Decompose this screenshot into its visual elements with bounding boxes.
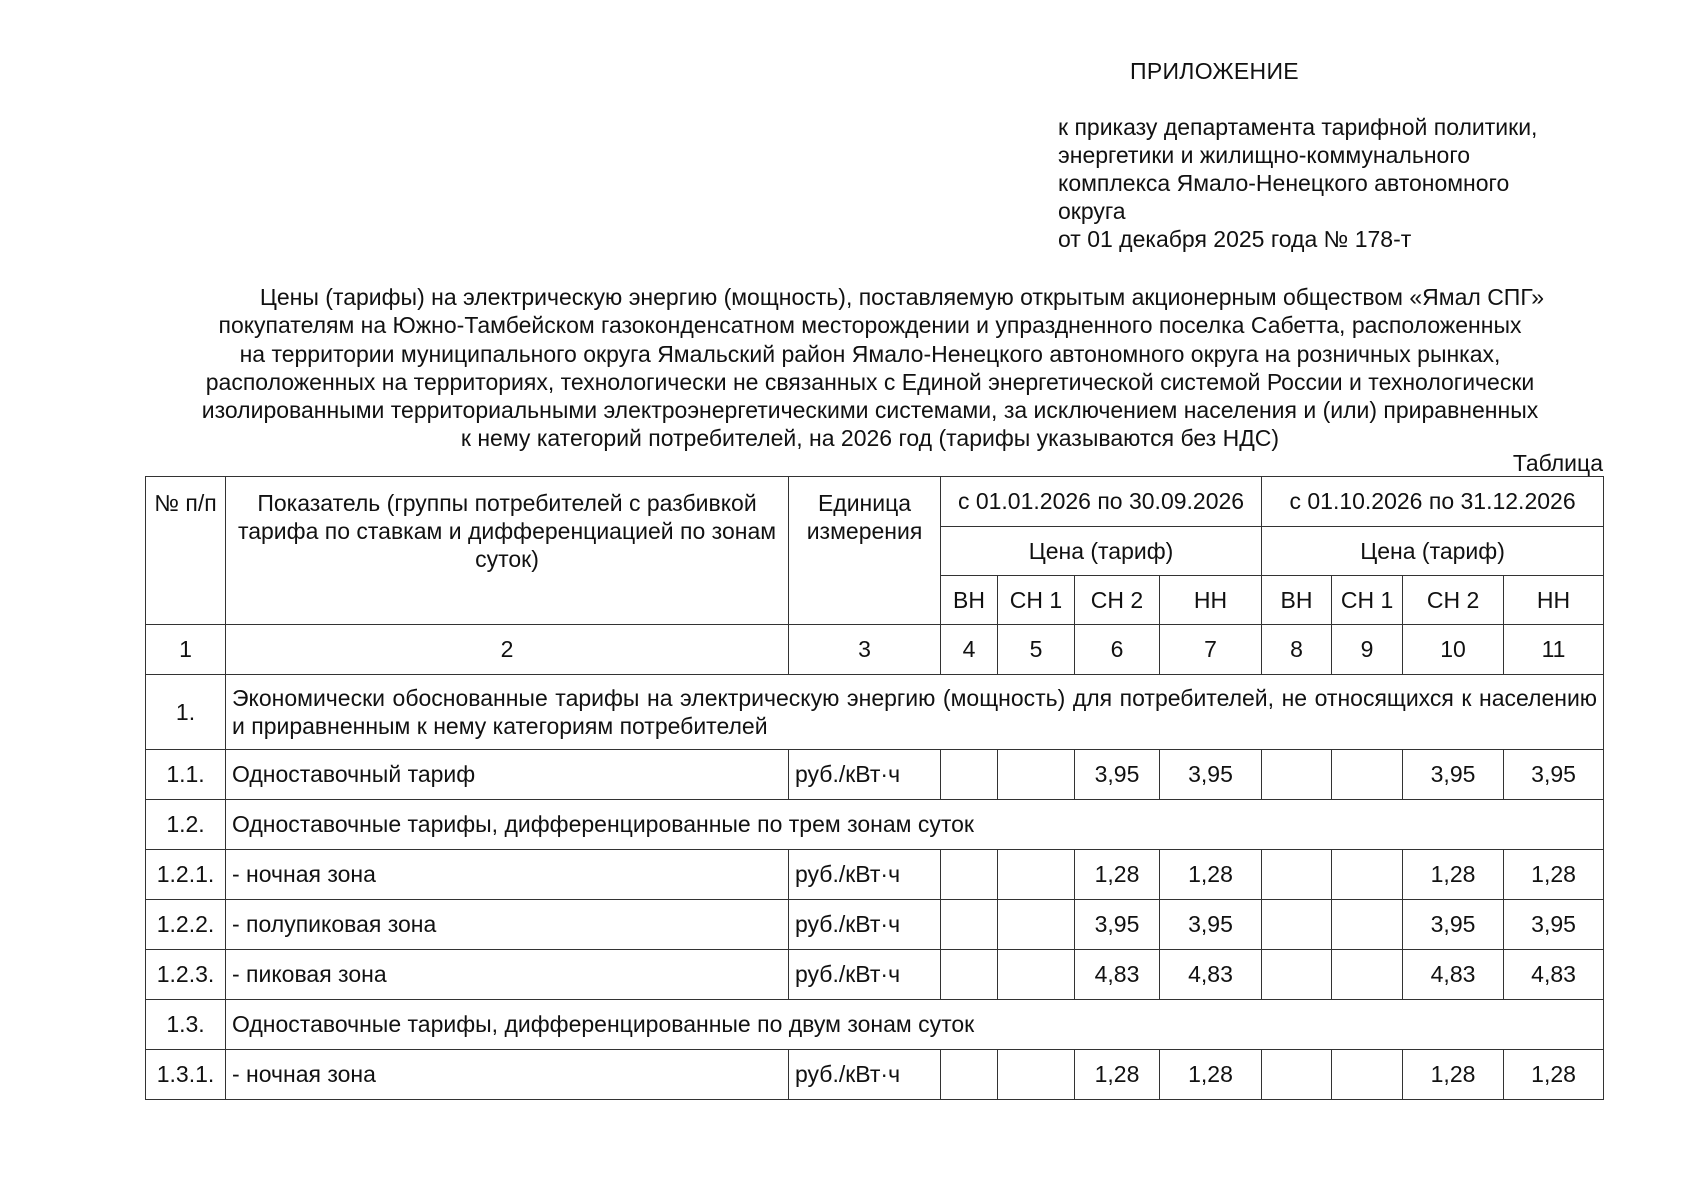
table-caption: Таблица (1512, 450, 1603, 476)
column-number: 3 (789, 625, 941, 675)
column-number: 8 (1262, 625, 1332, 675)
header-level: ВН (1262, 576, 1332, 625)
price-cell (1332, 750, 1403, 800)
price-cell (998, 850, 1075, 900)
price-cell (941, 850, 998, 900)
price-cell (998, 950, 1075, 1000)
table-row (146, 750, 1604, 800)
row-num: 1.2.2. (146, 900, 226, 950)
column-number: 7 (1160, 625, 1262, 675)
header-level: СН 1 (1332, 576, 1403, 625)
column-number-row (146, 625, 1604, 675)
price-cell (941, 900, 998, 950)
heading-line: расположенных на территориях, технологически не связанных с Единой энергетической системой России и технологически (205, 368, 1535, 395)
price-cell: 3,95 (1504, 900, 1604, 950)
price-cell: 3,95 (1160, 900, 1262, 950)
section-num: 1.3. (146, 1000, 226, 1050)
price-cell (1262, 850, 1332, 900)
section-title: Одноставочные тарифы, дифференцированные по двум зонам суток (226, 1000, 1604, 1050)
price-cell (998, 1050, 1075, 1100)
row-unit: руб./кВт·ч (789, 1050, 941, 1100)
row-num: 1.3.1. (146, 1050, 226, 1100)
column-number: 4 (941, 625, 998, 675)
price-cell (941, 750, 998, 800)
heading-line: на территории муниципального округа Ямальский район Ямало-Ненецкого автономного округа на розничных рынках, (239, 340, 1501, 367)
header-num: № п/п (146, 477, 226, 625)
price-cell: 4,83 (1504, 950, 1604, 1000)
price-cell: 3,95 (1403, 750, 1504, 800)
row-unit: руб./кВт·ч (789, 750, 941, 800)
column-number: 11 (1504, 625, 1604, 675)
column-number: 10 (1403, 625, 1504, 675)
header-level: СН 1 (998, 576, 1075, 625)
price-cell: 1,28 (1504, 1050, 1604, 1100)
header-period-2: с 01.10.2026 по 31.12.2026 (1262, 477, 1604, 527)
table-row (146, 1050, 1604, 1100)
row-unit: руб./кВт·ч (789, 850, 941, 900)
price-cell (998, 750, 1075, 800)
price-cell: 1,28 (1403, 850, 1504, 900)
header-indicator: Показатель (группы потребителей с разбивкой тарифа по ставкам и дифференциацией по зонам суток) (226, 477, 789, 625)
header-row-periods (146, 477, 1604, 527)
row-indicator: Одноставочный тариф (226, 750, 789, 800)
order-reference (1058, 113, 1618, 253)
price-cell (1262, 900, 1332, 950)
section-title: Одноставочные тарифы, дифференцированные по трем зонам суток (226, 800, 1604, 850)
column-number: 9 (1332, 625, 1403, 675)
header-price-2: Цена (тариф) (1262, 527, 1604, 576)
row-num: 1.1. (146, 750, 226, 800)
price-cell (998, 900, 1075, 950)
price-cell: 4,83 (1160, 950, 1262, 1000)
price-cell: 1,28 (1160, 850, 1262, 900)
header-unit: Единица измерения (789, 477, 941, 625)
header-period-1: с 01.01.2026 по 30.09.2026 (941, 477, 1262, 527)
document-heading (140, 283, 1600, 453)
header-level: СН 2 (1075, 576, 1160, 625)
price-cell: 1,28 (1075, 850, 1160, 900)
section-title: Экономически обоснованные тарифы на электрическую энергию (мощность) для потребителей, не относящихся к населению и приравненным к нему категориям потребителей (226, 675, 1604, 750)
column-number: 5 (998, 625, 1075, 675)
heading-line: Цены (тарифы) на электрическую энергию (мощность), поставляемую открытым акционерным обществом «Ямал СПГ» (195, 284, 1545, 310)
row-num: 1.2.3. (146, 950, 226, 1000)
order-line: округа (1058, 198, 1126, 224)
row-unit: руб./кВт·ч (789, 900, 941, 950)
price-cell: 3,95 (1075, 900, 1160, 950)
row-num: 1.2.1. (146, 850, 226, 900)
price-cell: 3,95 (1403, 900, 1504, 950)
price-cell (941, 950, 998, 1000)
section-num: 1.2. (146, 800, 226, 850)
price-cell: 3,95 (1160, 750, 1262, 800)
row-indicator: - ночная зона (226, 1050, 789, 1100)
header-level: ВН (941, 576, 998, 625)
price-cell: 3,95 (1504, 750, 1604, 800)
order-line: от 01 декабря 2025 года № 178-т (1058, 226, 1412, 252)
price-cell: 1,28 (1075, 1050, 1160, 1100)
price-cell (1332, 900, 1403, 950)
section-row (146, 675, 1604, 750)
heading-line: покупателям на Южно-Тамбейском газоконденсатном месторождении и упраздненного поселка Сабетта, расположенных (218, 312, 1522, 339)
column-number: 2 (226, 625, 789, 675)
tariff-table (145, 476, 1604, 1100)
section-row (146, 1000, 1604, 1050)
table-row (146, 950, 1604, 1000)
row-indicator: - ночная зона (226, 850, 789, 900)
heading-line: к нему категорий потребителей, на 2026 год (тарифы указываются без НДС) (460, 425, 1280, 452)
section-row (146, 800, 1604, 850)
price-cell (1262, 1050, 1332, 1100)
price-cell: 4,83 (1403, 950, 1504, 1000)
header-level: СН 2 (1403, 576, 1504, 625)
column-number: 1 (146, 625, 226, 675)
order-line: к приказу департамента тарифной политики, (1058, 114, 1538, 140)
price-cell: 1,28 (1403, 1050, 1504, 1100)
heading-line: изолированными территориальными электроэнергетическими системами, за исключением населения и (или) приравненных (201, 397, 1539, 424)
column-number: 6 (1075, 625, 1160, 675)
price-cell (1332, 950, 1403, 1000)
appendix-title: ПРИЛОЖЕНИЕ (1130, 58, 1299, 84)
price-cell (1332, 850, 1403, 900)
price-cell (1262, 950, 1332, 1000)
order-line: энергетики и жилищно-коммунального (1058, 142, 1470, 168)
header-level: НН (1504, 576, 1604, 625)
row-indicator: - пиковая зона (226, 950, 789, 1000)
header-level: НН (1160, 576, 1262, 625)
row-unit: руб./кВт·ч (789, 950, 941, 1000)
order-line: комплекса Ямало-Ненецкого автономного (1058, 170, 1510, 196)
price-cell (941, 1050, 998, 1100)
price-cell (1332, 1050, 1403, 1100)
table-row (146, 900, 1604, 950)
row-indicator: - полупиковая зона (226, 900, 789, 950)
price-cell: 1,28 (1504, 850, 1604, 900)
price-cell (1262, 750, 1332, 800)
price-cell: 1,28 (1160, 1050, 1262, 1100)
price-cell: 4,83 (1075, 950, 1160, 1000)
table-row (146, 850, 1604, 900)
section-num: 1. (146, 675, 226, 750)
price-cell: 3,95 (1075, 750, 1160, 800)
header-price-1: Цена (тариф) (941, 527, 1262, 576)
